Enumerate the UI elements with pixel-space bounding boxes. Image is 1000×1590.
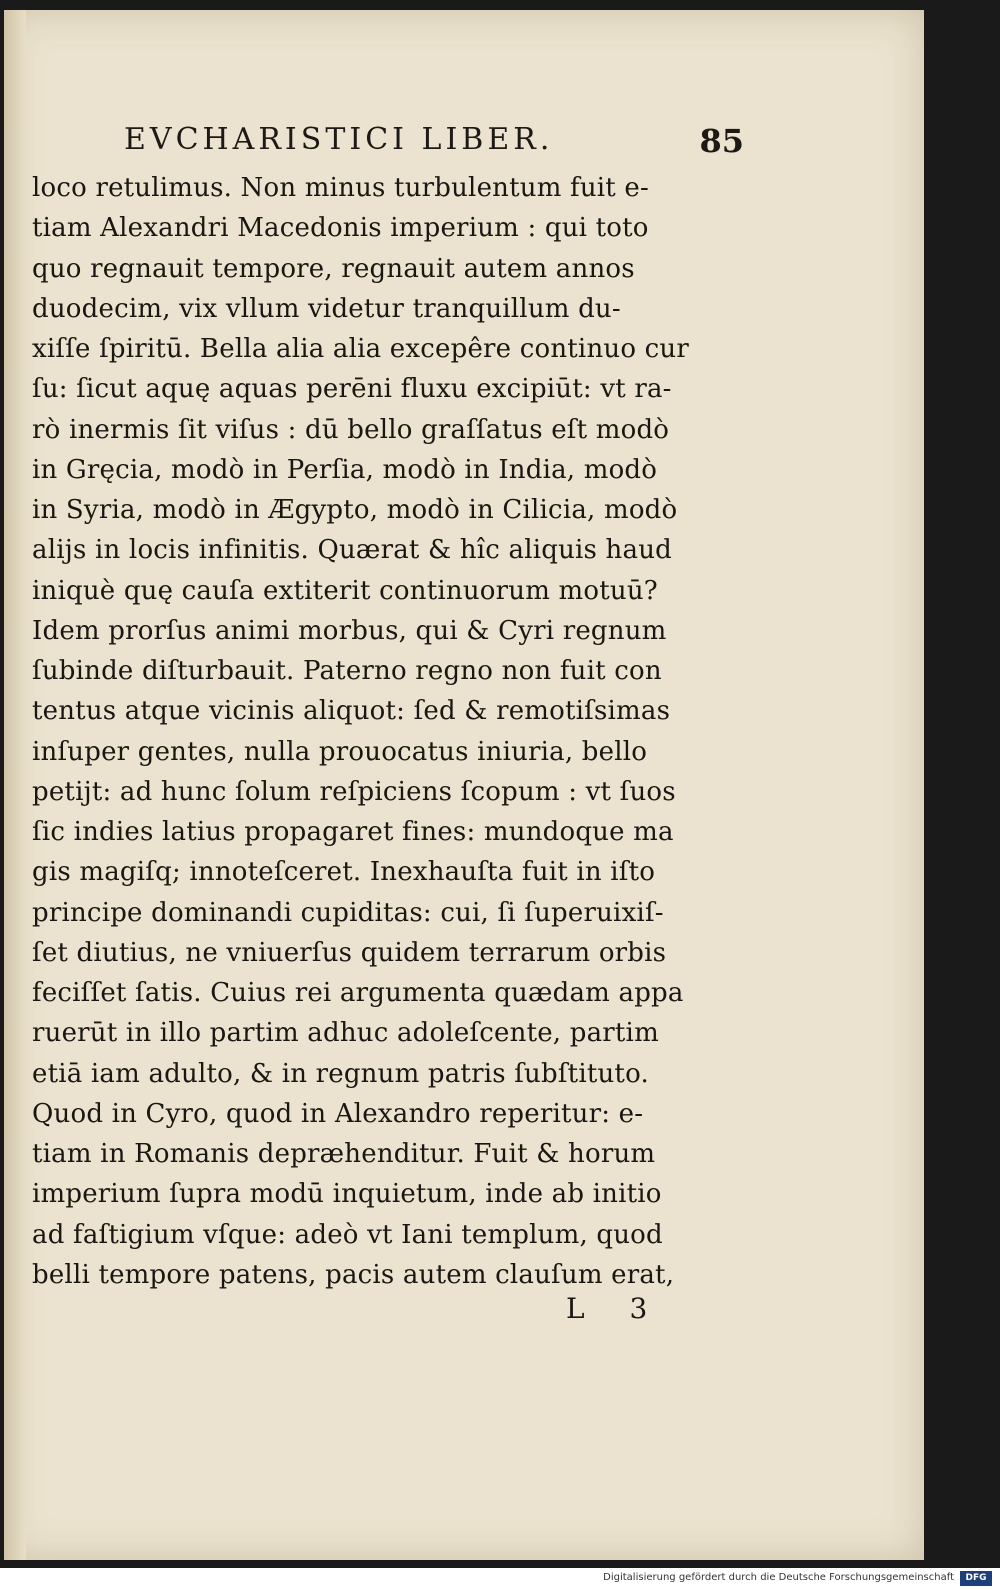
- text-line: etiā iam adulto, & in regnum patris ſubſtituto.: [32, 1058, 649, 1089]
- text-line: iniquè quę cauſa extiterit continuorum motuū?: [32, 575, 658, 606]
- text-line: Idem prorſus animi morbus, qui & Cyri regnum: [32, 615, 667, 646]
- body-text: [32, 168, 742, 1295]
- text-line: inſuper gentes, nulla prouocatus iniuria, bello: [32, 736, 648, 767]
- text-line: belli tempore patens, pacis autem clauſum erat,: [32, 1259, 675, 1290]
- text-line: xiſſe ſpiritū. Bella alia alia excepêre continuo cur: [32, 334, 689, 364]
- text-line: feciſſet ſatis. Cuius rei argumenta quædam appa: [32, 978, 684, 1008]
- text-line: in Gręcia, modò in Perſia, modò in India, modò: [32, 454, 658, 485]
- text-line: quo regnauit tempore, regnauit autem annos: [32, 253, 635, 284]
- text-line: ruerūt in illo partim adhuc adoleſcente, partim: [32, 1018, 659, 1049]
- funding-credit: Digitalisierung gefördert durch die Deutsche Forschungsgemeinschaft: [603, 1572, 954, 1583]
- text-line: gis magiſq; innoteſceret. Inexhauſta fuit in iſto: [32, 857, 656, 888]
- text-line: ſet diutius, ne vniuerſus quidem terrarum orbis: [32, 937, 667, 968]
- digitization-footer: [0, 1568, 1000, 1590]
- text-line: ad faſtigium vſque: adeò vt Iani templum, quod: [32, 1219, 663, 1250]
- text-line: tiam Alexandri Macedonis imperium : qui toto: [32, 213, 649, 244]
- text-line: petijt: ad hunc ſolum reſpiciens ſcopum : vt ſuos: [32, 776, 676, 807]
- text-line: tentus atque vicinis aliquot: ſed & remotiſsimas: [32, 696, 671, 727]
- book-page: [4, 10, 924, 1560]
- text-line: in Syria, modò in Ægypto, modò in Cilicia, modò: [32, 495, 678, 525]
- text-line: duodecim, vix vllum videtur tranquillum du-: [32, 293, 621, 324]
- text-line: ſubinde diſturbauit. Paterno regno non fuit con: [32, 656, 662, 686]
- page-gutter: [4, 10, 26, 1560]
- running-head: EVCHARISTICI LIBER.: [124, 122, 554, 157]
- text-line: ſic indies latius propagaret fines: mundoque ma: [32, 817, 674, 847]
- dfg-logo: DFG: [960, 1571, 992, 1586]
- text-line: loco retulimus. Non minus turbulentum fuit e-: [32, 173, 649, 203]
- text-line: Quod in Cyro, quod in Alexandro reperitur: e-: [32, 1098, 644, 1129]
- text-line: imperium ſupra modū inquietum, inde ab initio: [32, 1179, 662, 1210]
- signature-mark: L 3: [566, 1292, 666, 1325]
- text-line: rò inermis ſit viſus : dū bello graſſatus eſt modò: [32, 414, 670, 445]
- page-number: 85: [699, 122, 744, 160]
- text-line: ſu: ſicut aquę aquas perēni fluxu excipiūt: vt ra-: [32, 374, 672, 405]
- text-line: principe dominandi cupiditas: cui, ſi ſuperuixiſ-: [32, 897, 664, 928]
- page-header: [124, 122, 744, 168]
- text-line: tiam in Romanis depræhenditur. Fuit & horum: [32, 1139, 656, 1169]
- text-line: alijs in locis infinitis. Quærat & hîc aliquis haud: [32, 535, 672, 566]
